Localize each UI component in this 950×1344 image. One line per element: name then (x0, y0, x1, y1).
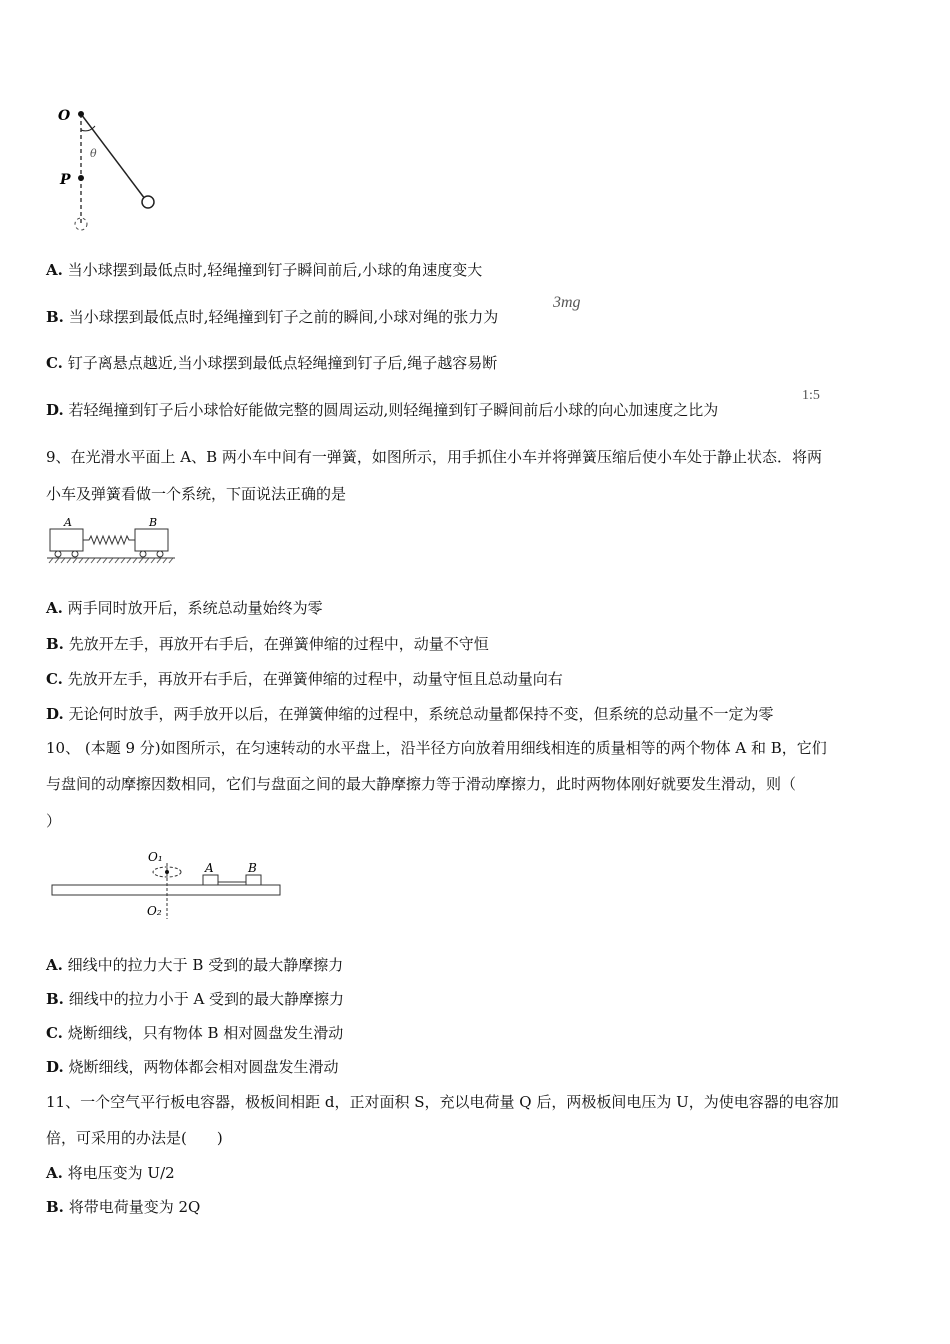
label-b: B (149, 516, 158, 529)
q10-stem-line3: ） (46, 812, 62, 830)
q9-option-d: D. 无论何时放手，两手放开以后，在弹簧伸缩的过程中，系统总动量都保持不变，但系统的总动量不一定为零 (46, 705, 774, 723)
label-p: P (60, 172, 71, 188)
label-b: B (248, 861, 257, 875)
label-a: A (64, 516, 72, 529)
math-ratio: 1:5 (802, 388, 820, 403)
q10-stem-line1: 10、 (本题 9 分)如图所示，在匀速转动的水平盘上，沿半径方向放着用细线相连的质量相等的两个物体 A 和 B，它们 (46, 739, 827, 757)
q11-stem-line1: 11、一个空气平行板电容器，极板间相距 d，正对面积 S，充以电荷量 Q 后，两极板间电压为 U，为使电容器的电容加 (46, 1093, 839, 1111)
q8-option-c: C. 钉子离悬点越近,当小球摆到最低点轻绳撞到钉子后,绳子越容易断 (46, 354, 498, 372)
carts-spring-figure (45, 515, 185, 565)
q11-stem-line2: 倍，可采用的办法是( ) (46, 1129, 223, 1147)
label-o: O (58, 108, 71, 124)
q9-stem-line2: 小车及弹簧看做一个系统，下面说法正确的是 (46, 485, 347, 503)
q10-option-c: C. 烧断细线，只有物体 B 相对圆盘发生滑动 (46, 1024, 344, 1042)
label-o1: O₁ (148, 850, 163, 864)
q8-option-b: B. 当小球摆到最低点时,轻绳撞到钉子之前的瞬间,小球对绳的张力为 (46, 308, 499, 326)
q10-option-a: A. 细线中的拉力大于 B 受到的最大静摩擦力 (46, 956, 344, 974)
q9-option-b: B. 先放开左手，再放开右手后，在弹簧伸缩的过程中，动量不守恒 (46, 635, 489, 653)
pendulum-figure (55, 105, 165, 235)
q9-stem-line1: 9、在光滑水平面上 A、B 两小车中间有一弹簧，如图所示，用手抓住小车并将弹簧压缩后使小车处于静止状态．将两 (46, 448, 822, 466)
q8-option-a: A. 当小球摆到最低点时,轻绳撞到钉子瞬间前后,小球的角速度变大 (46, 261, 483, 279)
math-3mg: 3mg (553, 294, 581, 311)
label-o2: O₂ (147, 904, 162, 918)
label-a: A (205, 861, 214, 875)
q9-option-a: A. 两手同时放开后，系统总动量始终为零 (46, 599, 323, 617)
q9-option-c: C. 先放开左手，再放开右手后，在弹簧伸缩的过程中，动量守恒且总动量向右 (46, 670, 563, 688)
label-theta: θ (90, 147, 97, 160)
q8-option-d: D. 若轻绳撞到钉子后小球恰好能做完整的圆周运动,则轻绳撞到钉子瞬间前后小球的向心加速度之比为 (46, 401, 719, 419)
q10-option-b: B. 细线中的拉力小于 A 受到的最大静摩擦力 (46, 990, 345, 1008)
q10-option-d: D. 烧断细线，两物体都会相对圆盘发生滑动 (46, 1058, 339, 1076)
q11-option-a: A. 将电压变为 U/2 (46, 1164, 175, 1182)
turntable-figure (50, 845, 285, 920)
q10-stem-line2: 与盘间的动摩擦因数相同，它们与盘面之间的最大静摩擦力等于滑动摩擦力，此时两物体刚好就要发生滑动，则（ (46, 775, 797, 793)
q11-option-b: B. 将带电荷量变为 2Q (46, 1198, 201, 1216)
